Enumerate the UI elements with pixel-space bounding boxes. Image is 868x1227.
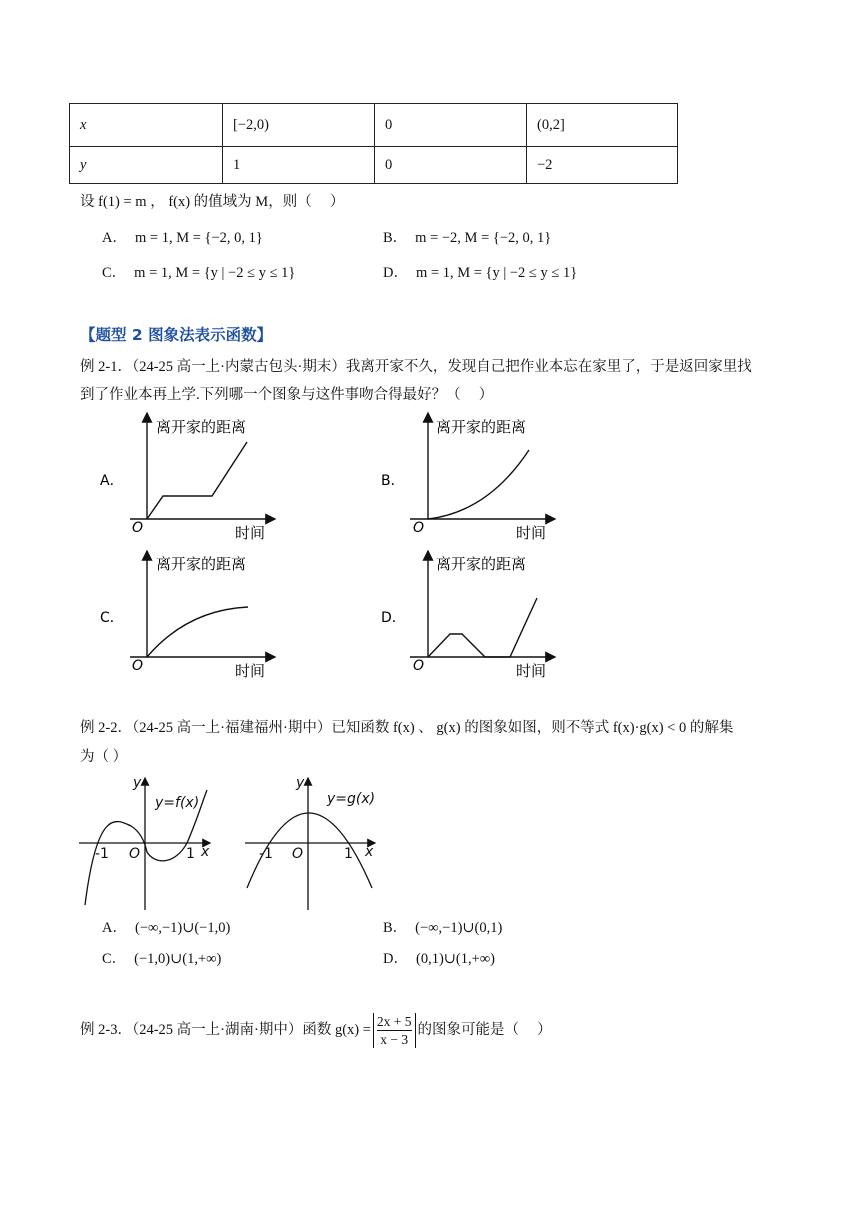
f-graph-label: y=f(x)	[155, 795, 200, 811]
g-graph-label: y=g(x)	[327, 791, 376, 807]
graph-a-letter: A．	[100, 473, 124, 489]
fraction-numerator: 2x + 5	[376, 1013, 412, 1029]
question-stem: 设 f(1) = m ， f(x) 的值域为 M，则（ ）	[80, 194, 345, 210]
graph-d-origin: O	[413, 658, 425, 674]
option-letter: A．	[102, 230, 127, 246]
table-cell: −2	[527, 147, 678, 184]
f-origin-label: O	[129, 846, 141, 862]
graph-d-y-label: 离开家的距离	[436, 555, 527, 573]
graph-c-curve	[147, 607, 248, 657]
graph-c-letter: C．	[100, 610, 124, 626]
table-cell: 0	[375, 104, 527, 147]
example-2-2-line2: 为（ ）	[80, 749, 128, 765]
example-2-1-line1: 例 2-1．（24-25 高一上·内蒙古包头·期末）我离开家不久，发现自己把作业本忘在家里了，于是返回家里找	[80, 359, 752, 375]
option-letter: C．	[102, 265, 127, 281]
g-axis-y-label: y	[296, 775, 305, 791]
distance-time-graphs	[90, 410, 570, 690]
option-letter: D．	[383, 265, 408, 281]
option-text: (0,1)∪(1,+∞)	[415, 951, 495, 967]
graph-c-origin: O	[132, 658, 144, 674]
g-neg-one-label: -1	[259, 846, 273, 862]
table-cell: [−2,0)	[223, 104, 375, 147]
graph-a-y-label: 离开家的距离	[156, 418, 247, 436]
graph-b-curve	[428, 450, 529, 519]
option-text: (−∞,−1)∪(−1,0)	[134, 920, 231, 936]
graph-a-x-label: 时间	[235, 524, 266, 542]
example-2-3-prefix: 例 2-3．（24-25 高一上·湖南·期中）函数 g(x) =	[80, 1022, 371, 1038]
table-cell: 0	[375, 147, 527, 184]
graph-b-y-label: 离开家的距离	[436, 418, 527, 436]
ex22-option-c	[102, 949, 221, 969]
example-2-2-line1: 例 2-2．（24-25 高一上·福建福州·期中）已知函数 f(x) 、 g(x) 的图象如图，则不等式 f(x)·g(x) < 0 的解集	[80, 720, 734, 736]
option-text: m = 1, M = {−2, 0, 1}	[134, 230, 263, 246]
graph-a-curve	[147, 442, 247, 519]
graph-b-x-label: 时间	[516, 524, 547, 542]
graph-a-origin: O	[132, 520, 144, 536]
option-letter: B．	[383, 230, 408, 246]
option-letter: C．	[102, 951, 127, 967]
table-row	[70, 147, 678, 184]
table-cell: 1	[223, 147, 375, 184]
f-one-label: 1	[186, 846, 195, 862]
fg-function-graphs	[75, 770, 385, 915]
option-text: (−∞,−1)∪(0,1)	[415, 920, 503, 936]
option-text: m = 1, M = {y | −2 ≤ y ≤ 1}	[134, 265, 296, 281]
abs-fraction	[373, 1013, 416, 1048]
f-axis-x-label: x	[201, 844, 210, 860]
option-letter: B．	[383, 920, 408, 936]
option-letter: D．	[383, 951, 408, 967]
graph-b-letter: B．	[381, 473, 405, 489]
graph-d-curve	[428, 598, 537, 657]
option-b	[383, 228, 551, 248]
example-2-3-suffix: 的图象可能是（ ）	[417, 1022, 552, 1038]
g-origin-label: O	[292, 846, 304, 862]
option-text: (−1,0)∪(1,+∞)	[134, 951, 222, 967]
option-text: m = −2, M = {−2, 0, 1}	[415, 230, 552, 246]
option-a	[102, 228, 263, 248]
fraction-denominator: x − 3	[380, 1031, 409, 1047]
table-cell: y	[70, 147, 223, 184]
graph-d-x-label: 时间	[516, 662, 547, 680]
f-neg-one-label: -1	[95, 846, 109, 862]
table-cell: x	[70, 104, 223, 147]
f-axis-y-label: y	[133, 775, 142, 791]
graph-b-origin: O	[413, 520, 425, 536]
graph-d-letter: D．	[381, 610, 406, 626]
graph-c-x-label: 时间	[235, 662, 266, 680]
option-c	[102, 263, 295, 283]
g-one-label: 1	[344, 846, 353, 862]
table-row	[70, 104, 678, 147]
table-cell: (0,2]	[527, 104, 678, 147]
option-d	[383, 263, 577, 283]
graph-c-y-label: 离开家的距离	[156, 555, 247, 573]
example-2-3	[80, 1008, 552, 1052]
option-text: m = 1, M = {y | −2 ≤ y ≤ 1}	[415, 265, 578, 281]
g-axis-x-label: x	[365, 844, 374, 860]
ex22-option-d	[383, 949, 495, 969]
section-heading: 【题型 2 图象法表示函数】	[80, 326, 273, 344]
value-table	[69, 103, 678, 184]
option-letter: A．	[102, 920, 127, 936]
example-2-1-line2: 到了作业本再上学.下列哪一个图象与这件事吻合得最好？（ ）	[80, 387, 494, 403]
ex22-option-b	[383, 918, 502, 938]
ex22-option-a	[102, 918, 230, 938]
